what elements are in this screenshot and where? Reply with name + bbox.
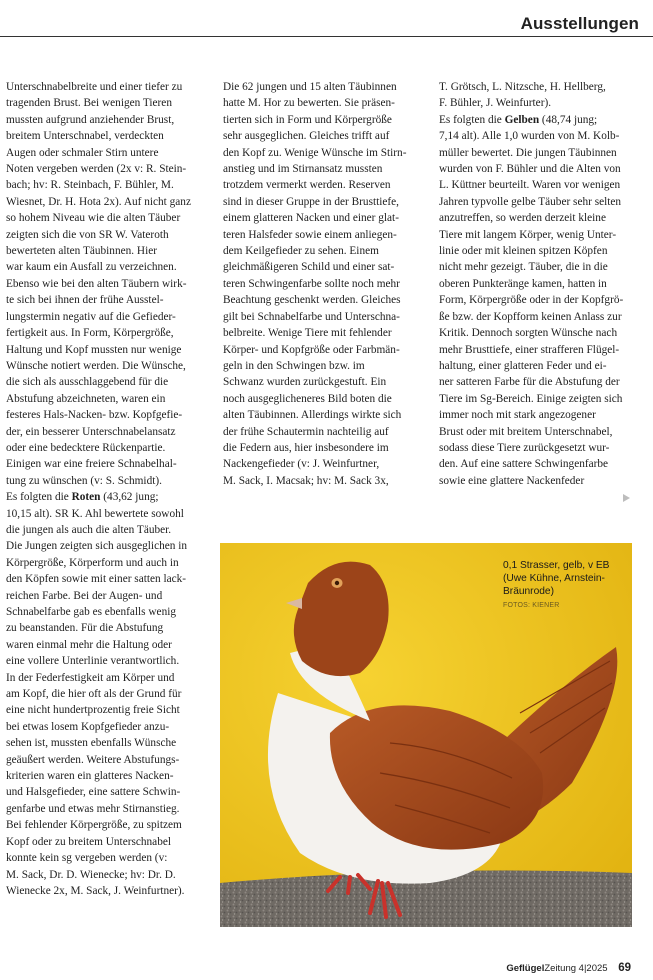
text-line: immer noch mit stark angezogener (439, 409, 596, 422)
text-line: oberen Punkteränge kamen, hatten in (439, 277, 607, 290)
text-line: 7,14 alt). Alle 1,0 wurden von M. Kolb- (439, 130, 620, 143)
text-line: te sich bei ihnen der frühe Ausstel- (6, 294, 164, 307)
text-line: geln in den Schwingen bzw. im (223, 359, 365, 372)
text-line: einem glatteren Nacken und einer glat- (223, 212, 399, 225)
text-line: die Federn aus, hier insbesondere im (223, 441, 389, 454)
text-line: Ebenso wie bei den alten Täubern wirk- (6, 277, 187, 290)
text-line: ner satteren Farbe für die Abstufung der (439, 376, 620, 389)
header-rule (0, 36, 653, 37)
text-line: reichen Farbe. Bei der Augen- und (6, 589, 163, 602)
text-line: tierten sich in Form und Körpergröße (223, 113, 392, 126)
bold-term: Roten (71, 491, 101, 504)
text-line: der, ein besserer Unterschnabelansatz (6, 425, 176, 438)
text-line: Es folgten die Gelben (48,74 jung; (439, 113, 598, 126)
text-line: Schwanz wurden zurückgestuft. Ein (223, 376, 387, 389)
text-line: bei etwas losem Kopfgefieder anzu- (6, 720, 170, 733)
text-line: gleichmäßigeren Schild und einer sat- (223, 261, 395, 274)
text-line: Haltung und Kopf mussten nur wenige (6, 343, 182, 356)
text-line: lungstermin negativ auf die Gefieder- (6, 310, 176, 323)
text-line: tragenden Brust. Bei wenigen Tieren (6, 97, 172, 110)
text-line: teren Halsfeder sowie einem anliegen- (223, 228, 397, 241)
text-line: hatte M. Hor zu bewerten. Sie präsen- (223, 97, 395, 110)
text-line: wurden von F. Bühler und die Alten von (439, 163, 621, 176)
text-column-3 (439, 79, 639, 489)
text-line: Jahren typvolle gelbe Täuber sehr selten (439, 195, 622, 208)
text-line: Tiere mit langem Körper, wenig Unter- (439, 228, 617, 241)
text-line: sehen ist, mussten ebenfalls Wünsche (6, 737, 177, 750)
text-line: zeigten sich die von SR W. Vateroth (6, 228, 169, 241)
page-footer (506, 962, 631, 974)
text-line: war kaum ein Ausfall zu verzeichnen. (6, 261, 177, 274)
text-line: M. Sack, I. Macsak; hv: M. Sack 3x, (223, 474, 389, 487)
text-line: haltung, einer glatteren Feder und ei- (439, 359, 607, 372)
text-column-1 (6, 79, 216, 899)
text-line: bach; hv: R. Steinbach, F. Bühler, M. (6, 179, 174, 192)
text-line: sodass diese Tiere zurückgesetzt wur- (439, 441, 610, 454)
text-line: oder eine bedecktere Rückenpartie. (6, 441, 166, 454)
text-column-2 (223, 79, 429, 489)
text-line: bewerteten alten Täubinnen. Hier (6, 245, 157, 258)
text-line: anstieg und im Stirnansatz mussten (223, 163, 383, 176)
text-line: sowie eine glattere Nackenfeder (439, 474, 585, 487)
text-line: Kritik. Dennoch sorgten Wünsche nach (439, 327, 618, 340)
text-line: geäußert werden. Weitere Abstufungs- (6, 753, 180, 766)
text-line: mehr Brusttiefe, einer strafferen Flügel- (439, 343, 620, 356)
text-line: Die 62 jungen und 15 alten Täubinnen (223, 81, 397, 93)
text-line: müller bewertet. Die jungen Täubinnen (439, 146, 617, 159)
text-line: ße bzw. der Kopfform keinen Anlass zur (439, 310, 622, 323)
photo-caption (503, 559, 628, 612)
text-line: Einigen war eine freiere Schnabelhal- (6, 458, 177, 471)
footer-brand-regular: Zeitung (544, 963, 577, 974)
footer-brand-bold: Geflügel (506, 963, 545, 974)
text-line: In der Federfestigkeit am Körper und (6, 671, 175, 684)
text-line: zu beanstanden. Für die Abstufung (6, 622, 164, 635)
text-line: Wünsche notiert werden. Die Wünsche, (6, 359, 186, 372)
text-line: Brust oder mit breitem Unterschnabel, (439, 425, 613, 438)
text-line: am Kopf, die hier oft als der Grund für (6, 688, 182, 701)
text-line: den. Auf eine sattere Schwingenfarbe (439, 458, 609, 471)
continue-arrow-icon (623, 494, 630, 502)
text-line: so hohem Niveau wie die alten Täuber (6, 212, 181, 225)
text-line: Schnabelfarbe gab es ebenfalls wenig (6, 606, 177, 618)
page-number: 69 (618, 962, 631, 974)
text-line: T. Grötsch, L. Nitzsche, H. Hellberg, (439, 81, 606, 93)
text-line: belbreite. Wenige Tiere mit fehlender (223, 327, 392, 340)
text-line: die sich als ausschlaggebend für die (6, 376, 169, 389)
text-line: noch ausgeglicheneres Bild boten die (223, 392, 392, 405)
text-line: fertigkeit aus. In Form, Körpergröße, (6, 327, 174, 340)
text-line: sind in dieser Gruppe in der Brusttiefe, (223, 195, 400, 208)
text-line: L. Küttner beurteilt. Waren vor wenigen (439, 179, 621, 192)
footer-issue: 4|2025 (578, 963, 608, 974)
text-line: Körper- und Kopfgröße oder Farbmän- (223, 343, 400, 356)
text-line: Wienecke 2x, M. Sack, J. Weinfurtner). (6, 884, 185, 897)
text-line: konnte kein sg vergeben werden (v: (6, 852, 168, 865)
text-line: Es folgten die Roten (43,62 jung; (6, 491, 159, 504)
text-line: festeres Hals-Nacken- bzw. Kopfgefie- (6, 409, 183, 422)
text-line: der frühe Schautermin nachteilig auf (223, 425, 389, 438)
text-line: genfarbe und etwas mehr Stirnanstieg. (6, 802, 180, 815)
text-line: M. Sack, Dr. D. Wienecke; hv: Dr. D. (6, 868, 176, 881)
text-line: Die Jungen zeigten sich ausgeglichen in (6, 540, 188, 553)
text-line: Wiesnet, Dr. H. Hota 2x). Auf nicht ganz (6, 195, 191, 208)
text-line: die jungen als auch die alten Täuber. (6, 523, 172, 536)
text-line: und Halsgefieder, eine sattere Schwin- (6, 786, 181, 799)
text-line: 10,15 alt). SR K. Ahl bewertete sowohl (6, 507, 184, 520)
text-line: F. Bühler, J. Weinfurter). (439, 97, 552, 110)
text-line: Noten vergeben werden (2x v: R. Stein- (6, 163, 187, 176)
text-line: den Kopf zu. Wenige Wünsche im Stirn- (223, 146, 407, 159)
caption-line: (Uwe Kühne, Arnstein- (503, 573, 605, 585)
text-line: linie oder mit kleinen spitzen Köpfen (439, 245, 608, 258)
text-line: Kopf oder zu breitem Unterschnabel (6, 835, 171, 848)
text-line: tung zu wünschen (v: S. Schmidt). (6, 474, 162, 487)
text-line: Nackengefieder (v: J. Weinfurtner, (223, 458, 380, 471)
text-line: gilt bei Schnabelfarbe und Unterschna- (223, 310, 400, 323)
text-line: eine vollere Unterlinie verantwortlich. (6, 655, 180, 668)
caption-line: Bräunrode) (503, 586, 554, 598)
text-line: Abstufung abzeichneten, waren ein (6, 392, 166, 405)
text-line: mussten aufgrund anziehender Brust, (6, 113, 175, 126)
text-line: eine nicht hundertprozentig freie Sicht (6, 704, 180, 717)
text-line: teren Schwingenfarbe sollte noch mehr (223, 277, 400, 290)
text-line: waren einmal mehr die Haltung oder (6, 638, 172, 651)
text-line: Unterschnabelbreite und einer tiefer zu (6, 81, 183, 93)
text-line: Bei fehlender Körpergröße, zu spitzem (6, 819, 182, 832)
text-line: trotzdem vermerkt werden. Reserven (223, 179, 391, 192)
text-line: Augen oder schmaler Stirn untere (6, 146, 159, 159)
bold-term: Gelben (504, 113, 540, 126)
text-line: kriterien waren ein glatteres Nacken- (6, 770, 174, 783)
text-line: alten Täubinnen. Allerdings wirkte sich (223, 409, 402, 422)
text-line: sehr ausgeglichen. Gleiches trifft auf (223, 130, 390, 143)
text-line: dem Keilgefieder zu sehen. Einem (223, 245, 379, 258)
photo-credit: FOTOS: KIENER (503, 601, 560, 609)
text-line: breitem Unterschnabel, verdeckten (6, 130, 164, 143)
text-line: nicht mehr gezeigt. Täuber, die in die (439, 261, 608, 274)
text-line: anzutreffen, so werden derzeit kleine (439, 212, 606, 225)
text-line: den Köpfen sowie mit einer satten lack- (6, 573, 187, 586)
text-line: Körpergröße, Körperform und auch in (6, 556, 179, 569)
text-line: Beachtung geschenkt werden. Gleiches (223, 294, 401, 307)
text-line: Form, Körpergröße oder in der Kopfgrö- (439, 294, 624, 307)
text-line: Tiere im Sg-Bereich. Einige zeigten sich (439, 392, 623, 405)
caption-line: 0,1 Strasser, gelb, v EB (503, 560, 610, 571)
section-title: Ausstellungen (520, 14, 639, 33)
